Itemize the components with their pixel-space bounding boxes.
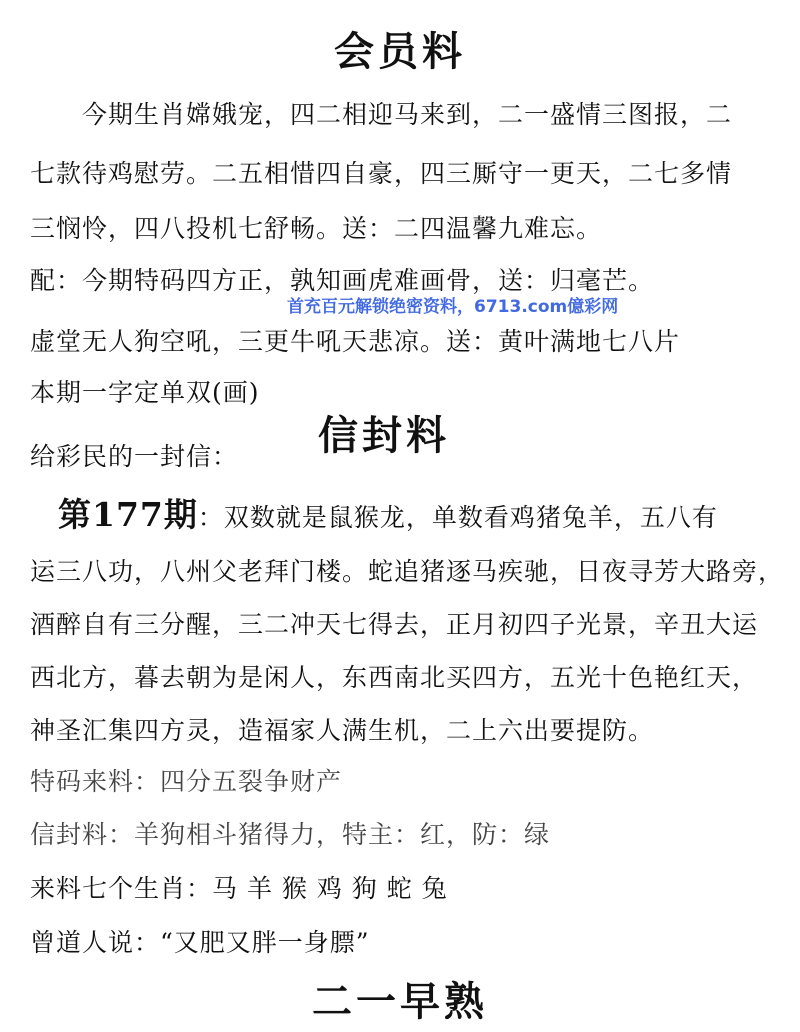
member-line-6: 本期一字定单双(画)	[30, 378, 260, 407]
member-line-5: 虚堂无人狗空吼，三更牛吼天悲凉。送：黄叶满地七八片	[30, 327, 681, 356]
issue-number: 第177期	[58, 495, 198, 534]
member-line-2: 七款待鸡慰劳。二五相惜四自豪，四三厮守一更天，二七多情	[30, 159, 733, 188]
title-member: 会员料	[334, 28, 466, 75]
member-line-4: 配：今期特码四方正，孰知画虎难画骨，送：归毫芒。	[30, 266, 655, 295]
letter-line-2: 运三八功，八州父老拜门楼。蛇追猪逐马疾驰，日夜寻芳大路旁，	[30, 557, 785, 586]
letter-line-5: 神圣汇集四方灵，造福家人满生机，二上六出要提防。	[30, 716, 655, 745]
letter-line-7: 信封料：羊狗相斗猪得力，特主：红，防：绿	[30, 820, 551, 849]
title-early: 二一早熟	[312, 978, 488, 1025]
title-letter: 信封料	[318, 412, 450, 459]
letter-line-8: 来料七个生肖：马 羊 猴 鸡 狗 蛇 兔	[30, 874, 448, 903]
letter-line-6: 特码来料：四分五裂争财产	[30, 767, 343, 796]
member-line-3: 三悯怜，四八投机七舒畅。送：二四温馨九难忘。	[30, 214, 603, 243]
letter-line-3: 酒醉自有三分醒，三二冲天七得去，正月初四子光景，辛丑大运	[30, 610, 759, 639]
letter-line-9: 曾道人说：“又肥又胖一身膘”	[30, 928, 370, 957]
letter-line-4: 西北方，暮去朝为是闲人，东西南北买四方，五光十色艳红天，	[30, 663, 759, 692]
promo-watermark: 首充百元解锁绝密资料，6713.com億彩网	[287, 297, 619, 317]
letter-intro: 给彩民的一封信：	[30, 442, 239, 471]
letter-line-1	[58, 495, 800, 535]
member-line-1: 今期生肖嫦娥宠，四二相迎马来到，二一盛情三图报，二	[82, 100, 733, 129]
letter-line-1-text: ：双数就是鼠猴龙，单数看鸡猪兔羊，五八有	[197, 503, 718, 532]
